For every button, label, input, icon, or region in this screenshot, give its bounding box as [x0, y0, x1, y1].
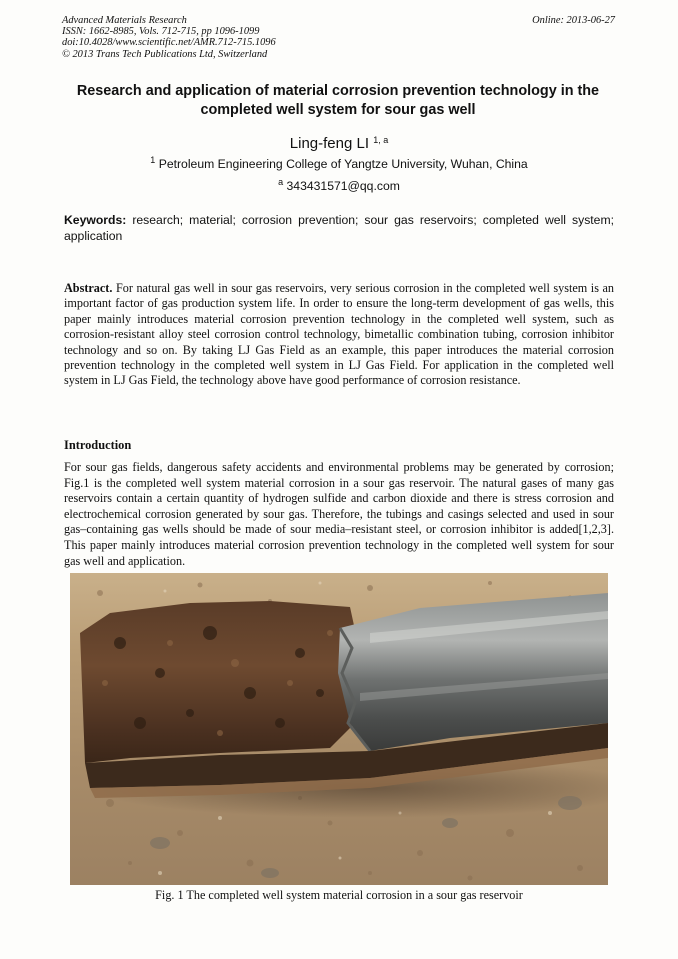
affiliation-line [0, 157, 678, 172]
email-line [0, 179, 678, 194]
abstract-label: Abstract. [64, 281, 113, 295]
abstract-paragraph [64, 281, 614, 389]
affiliation-text: Petroleum Engineering College of Yangtze University, Wuhan, China [158, 157, 528, 171]
keywords-paragraph [64, 212, 614, 244]
affiliation-superscript: 1 [150, 155, 156, 165]
figure-corroded-pipe-photo [70, 573, 608, 885]
corroded-pipe-illustration [70, 573, 608, 885]
figure-caption: Fig. 1 The completed well system material corrosion in a sour gas reservoir [155, 888, 523, 902]
keywords-label: Keywords: [64, 213, 127, 227]
author-line [0, 135, 678, 153]
email-text: 343431571@qq.com [286, 179, 400, 193]
email-superscript: a [278, 177, 284, 187]
online-date: Online: 2013-06-27 [532, 15, 615, 26]
paper-title: Research and application of material corrosion prevention technology in the completed well system for sour gas well [76, 83, 600, 118]
journal-header [62, 15, 276, 60]
introduction-heading: Introduction [64, 438, 132, 452]
introduction-paragraph: For sour gas fields, dangerous safety accidents and environmental problems may be generated by corrosion; Fig.1 is the completed well system material corrosion in a sour gas reservoir. The natural gases of many gas reservoirs contain a certain quantity of hydrogen sulfide and carbon dioxide and there is stress corrosion and electrochemical corrosion generated by sour gas. Therefore, the tubings and casings selected and used in sour gas–containing gas wells should be made of sour media–resistant steel, or corrosion inhibitor is added[1,2,3]. This paper mainly introduces material corrosion prevention technology in the completed well system for sour gas well and application. [64, 460, 614, 568]
author-name: Ling-feng LI [289, 135, 370, 152]
journal-doi: doi:10.4028/www.scientific.net/AMR.712-715.1096 [62, 37, 276, 49]
journal-name: Advanced Materials Research [62, 15, 187, 26]
abstract-text: For natural gas well in sour gas reservoirs, very serious corrosion in the completed well system is an important factor of gas production system life. In order to ensure the long-term development of gas wells, this paper mainly introduces material corrosion prevention technology in the completed well system, such as corrosion-resistant alloy steel corrosion control technology, bimetallic combination tubing, corrosion inhibitor technology and so on. By taking LJ Gas Field as an example, this paper introduces the material corrosion prevention technology in the completed well system in LJ Gas Field. For application in the completed well system in LJ Gas Field, the technology above have good performance of corrosion resistance. [64, 281, 614, 388]
author-superscript: 1, a [373, 135, 389, 145]
keywords-text: research; material; corrosion prevention; sour gas reservoirs; completed well system; application [64, 213, 614, 243]
journal-issn: ISSN: 1662-8985, Vols. 712-715, pp 1096-1099 [62, 26, 260, 38]
journal-copyright: © 2013 Trans Tech Publications Ltd, Switzerland [62, 48, 268, 60]
